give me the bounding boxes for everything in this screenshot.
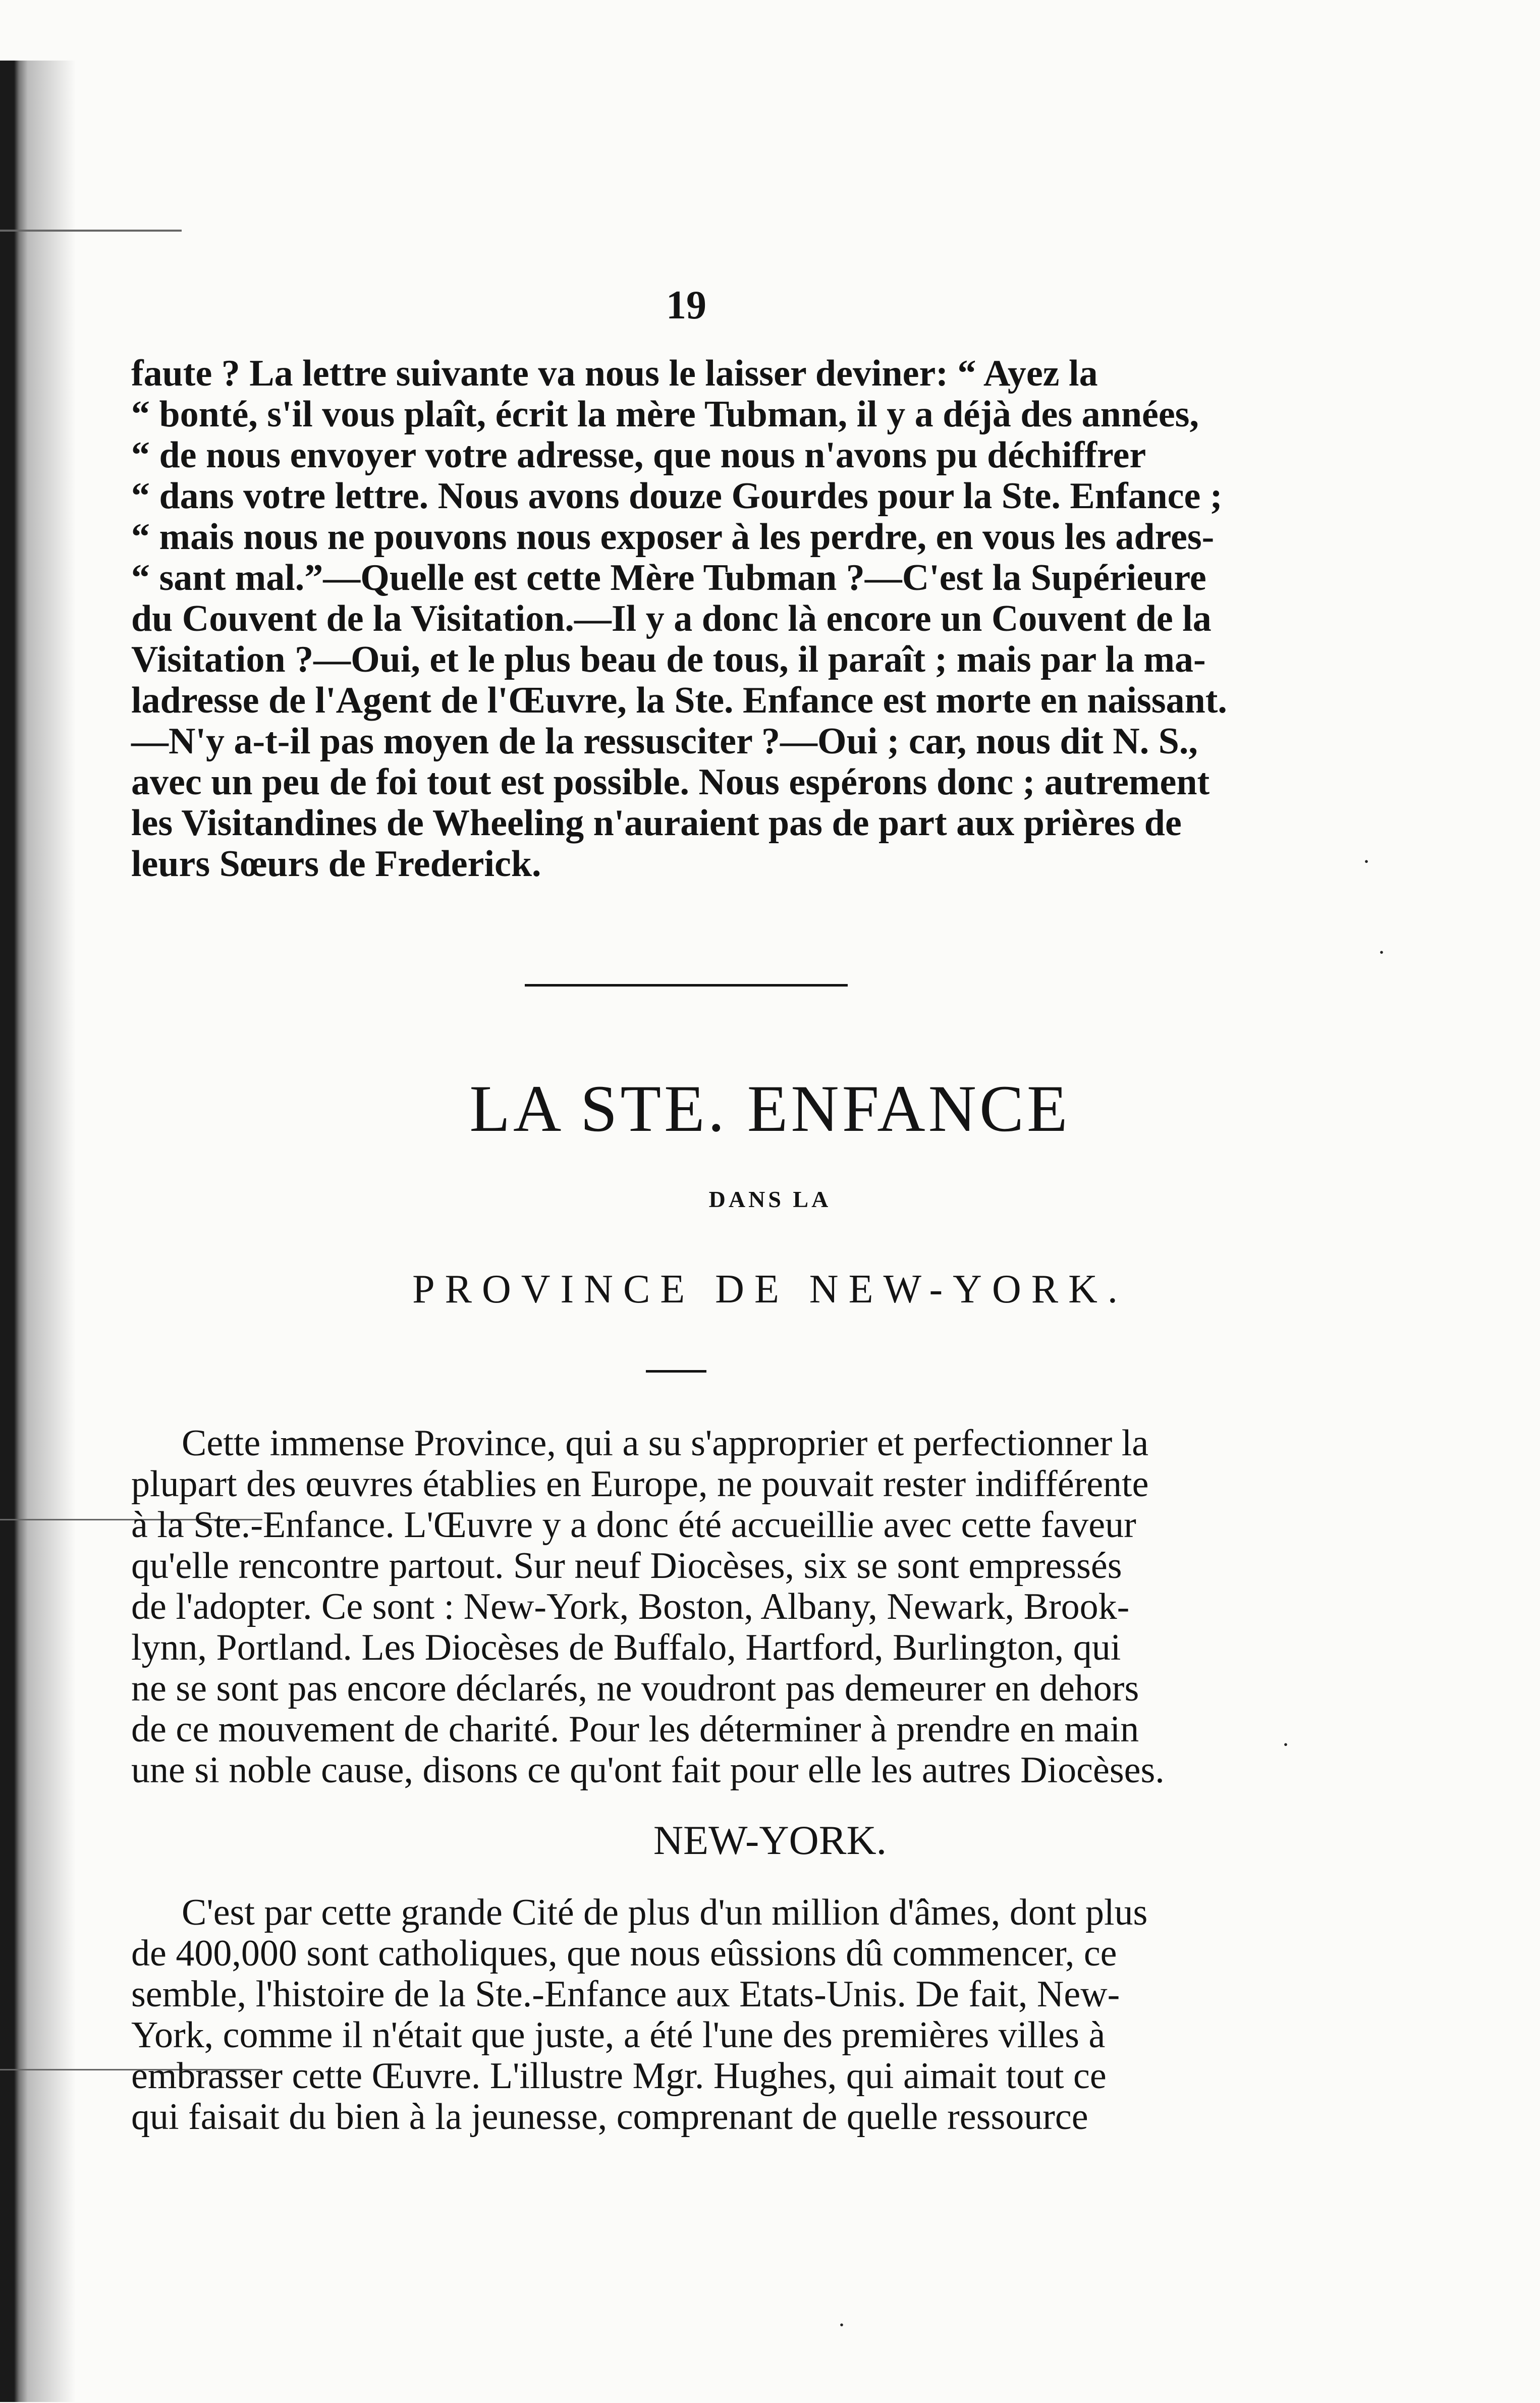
text-line: plupart des œuvres établies en Europe, ne pouvait rester indifférente xyxy=(131,1463,1149,1505)
text-line: du Couvent de la Visitation.—Il y a donc là encore un Couvent de la xyxy=(131,598,1212,639)
text-line: “ dans votre lettre. Nous avons douze Gourdes pour la Ste. Enfance ; xyxy=(131,475,1223,517)
text-line: embrasser cette Œuvre. L'illustre Mgr. Hughes, qui aimait tout ce xyxy=(131,2055,1107,2097)
continuation-paragraph xyxy=(131,353,1246,885)
page-number: 19 xyxy=(666,283,706,327)
text-line: à la Ste.-Enfance. L'Œuvre y a donc été accueillie avec cette faveur xyxy=(131,1504,1136,1546)
text-line: “ sant mal.”—Quelle est cette Mère Tubman ?—C'est la Supérieure xyxy=(131,557,1206,598)
short-rule xyxy=(646,1370,706,1373)
text-line: une si noble cause, disons ce qu'ont fait pour elle les autres Diocèses. xyxy=(131,1750,1165,1791)
text-line: qu'elle rencontre partout. Sur neuf Diocèses, six se sont empressés xyxy=(131,1545,1122,1587)
text-line: de 400,000 sont catholiques, que nous eûssions dû commencer, ce xyxy=(131,1933,1117,1974)
speck-mark: · xyxy=(1362,848,1370,875)
book-spine-shadow xyxy=(0,61,76,2402)
speck-mark: · xyxy=(1378,939,1386,966)
text-line: “ bonté, s'il vous plaît, écrit la mère Tubman, il y a déjà des années, xyxy=(131,394,1199,435)
separator-rule xyxy=(525,984,848,987)
speck-mark: · xyxy=(838,2312,846,2338)
city-heading: NEW-YORK. xyxy=(653,1817,887,1863)
text-line: ne se sont pas encore déclarés, ne voudront pas demeurer en dehors xyxy=(131,1668,1139,1709)
text-line: les Visitandines de Wheeling n'auraient pas de part aux prières de xyxy=(131,802,1182,844)
speck-mark: · xyxy=(1282,1731,1290,1758)
text-line: semble, l'histoire de la Ste.-Enfance aux Etats-Unis. De fait, New- xyxy=(131,1974,1120,2015)
text-line: —N'y a-t-il pas moyen de la ressusciter ?—Oui ; car, nous dit N. S., xyxy=(131,721,1198,762)
newyork-paragraph xyxy=(131,1892,1246,2138)
text-line: faute ? La lettre suivante va nous le laisser deviner: “ Ayez la xyxy=(131,353,1098,394)
text-line: qui faisait du bien à la jeunesse, comprenant de quelle ressource xyxy=(131,2096,1088,2138)
text-line: leurs Sœurs de Frederick. xyxy=(131,843,541,885)
text-line: “ de nous envoyer votre adresse, que nous n'avons pu déchiffrer xyxy=(131,434,1146,476)
province-title: PROVINCE DE NEW-YORK. xyxy=(412,1267,1128,1312)
section-subtitle: DANS LA xyxy=(708,1186,832,1212)
text-line: York, comme il n'était que juste, a été l'une des premières villes à xyxy=(131,2014,1106,2056)
text-line: “ mais nous ne pouvons nous exposer à les perdre, en vous les adres- xyxy=(131,516,1215,558)
text-line: Visitation ?—Oui, et le plus beau de tous, il paraît ; mais par la ma- xyxy=(131,639,1206,680)
text-line: lynn, Portland. Les Diocèses de Buffalo, Hartford, Burlington, qui xyxy=(131,1627,1121,1668)
text-line: C'est par cette grande Cité de plus d'un million d'âmes, dont plus xyxy=(182,1892,1148,1933)
intro-paragraph xyxy=(131,1423,1246,1791)
text-line: avec un peu de foi tout est possible. Nous espérons donc ; autrement xyxy=(131,761,1210,803)
section-title: LA STE. ENFANCE xyxy=(469,1071,1071,1145)
text-line: de l'adopter. Ce sont : New-York, Boston, Albany, Newark, Brook- xyxy=(131,1586,1130,1627)
scan-artifact-line xyxy=(0,230,182,232)
text-line: ladresse de l'Agent de l'Œuvre, la Ste. Enfance est morte en naissant. xyxy=(131,680,1227,721)
text-line: Cette immense Province, qui a su s'approprier et perfectionner la xyxy=(182,1423,1149,1464)
text-line: de ce mouvement de charité. Pour les déterminer à prendre en main xyxy=(131,1709,1139,1750)
